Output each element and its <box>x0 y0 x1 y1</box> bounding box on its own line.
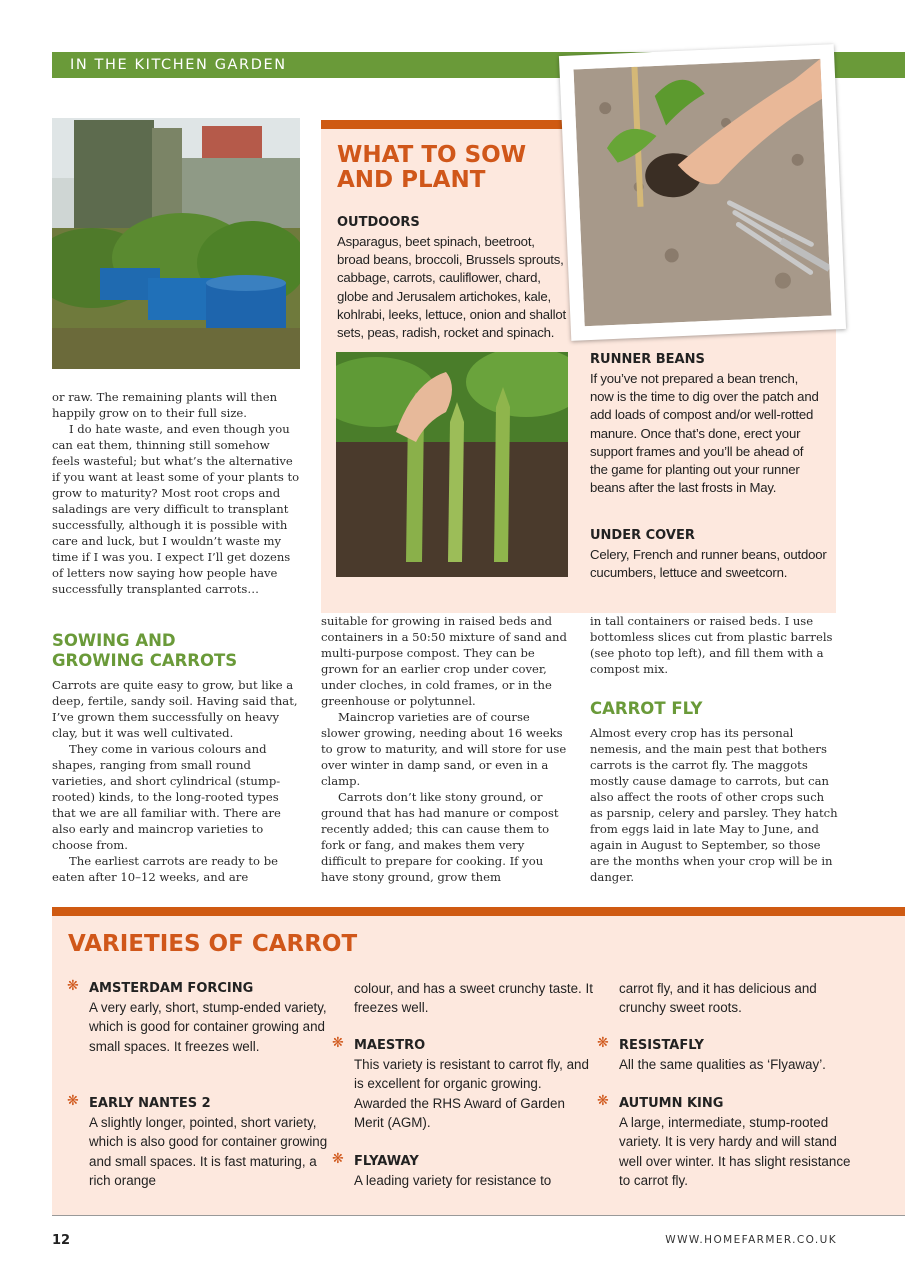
raised-barrels-illustration <box>52 118 300 369</box>
paragraph: Carrots don’t like stony ground, or ground that has had manure or compost recently added; this can cause them to fork or fang, and makes them very difficult to prepare for cooking. If you have stony ground, grow them <box>321 790 559 884</box>
variety-item <box>597 1093 859 1190</box>
variety-desc: colour, and has a sweet crunchy taste. It freezes well. <box>354 981 593 1016</box>
website-link[interactable]: WWW.HOMEFARMER.CO.UK <box>665 1234 837 1246</box>
variety-name: MAESTRO <box>354 1038 426 1053</box>
heading-sowing-growing-carrots <box>52 631 300 671</box>
column-2-text <box>321 613 569 885</box>
variety-item <box>67 978 329 1056</box>
under-cover-heading: UNDER COVER <box>590 528 695 543</box>
asterisk-icon: ❋ <box>597 1035 609 1051</box>
asterisk-icon: ❋ <box>67 1093 79 1109</box>
outdoors-heading: OUTDOORS <box>337 215 420 230</box>
runner-beans-heading: RUNNER BEANS <box>590 352 705 367</box>
photo-raised-barrels <box>52 118 300 369</box>
what-to-sow-accent-bar <box>321 120 567 129</box>
column-1-text-bottom <box>52 677 300 885</box>
runner-beans-body: If you’ve not prepared a bean trench, now is the time to dig over the patch and add loads of compost and/or well-rotted manure. Once that’s done, erect your support frames and you’ll be ahead of the game for planting out your runner beans after the last frosts in May. <box>590 371 819 496</box>
asterisk-icon: ❋ <box>332 1035 344 1051</box>
what-to-sow-title <box>337 143 567 193</box>
heading-line: GROWING CARROTS <box>52 651 238 670</box>
column-3-text-bottom <box>590 725 838 885</box>
variety-desc: carrot fly, and it has delicious and crunchy sweet roots. <box>619 981 817 1016</box>
paragraph: Almost every crop has its personal nemesis, and the main pest that bothers carrots is the carrot fly. The maggots mostly cause damage to carrots, but can also affect the roots of other crops such as parsnip, celery and parsley. They hatch from eggs laid in late May to June, and again in August to September, so those are the months when your crop will be in danger. <box>590 726 838 884</box>
variety-name: RESISTAFLY <box>619 1038 704 1053</box>
variety-desc: A slightly longer, pointed, short variety, which is also good for container growing and small spaces. It is fast maturing, a rich orange <box>89 1115 328 1188</box>
variety-desc: A very early, short, stump-ended variety, which is good for container growing and small spaces. It freezes well. <box>89 1000 327 1054</box>
outdoors-body: Asparagus, beet spinach, beetroot, broad beans, broccoli, Brussels sprouts, cabbage, carrots, cauliflower, chard, globe and Jerusalem artichokes, kale, kohlrabi, leeks, lettuce, onion and shallot sets, peas, radish, rocket and spinach. <box>337 234 566 341</box>
bean-planting-illustration <box>574 59 832 327</box>
paragraph: suitable for growing in raised beds and containers in a 50:50 mixture of sand and multi-purpose compost. They can be grown for an earlier crop under cover, under cloches, in cold frames, or in the greenhouse or polytunnel. <box>321 614 567 708</box>
paragraph: in tall containers or raised beds. I use bottomless slices cut from plastic barrels (see photo top left), and fill them with a compost mix. <box>590 614 833 676</box>
asparagus-illustration <box>336 352 568 577</box>
footer-divider <box>52 1215 905 1216</box>
asterisk-icon: ❋ <box>597 1093 609 1109</box>
paragraph: Carrots are quite easy to grow, but like a deep, fertile, sandy soil. Having said that, I’ve grown them successfully on heavy clay, but it was well cultivated. <box>52 678 298 740</box>
page-number: 12 <box>52 1233 71 1248</box>
paragraph: They come in various colours and shapes, ranging from small round varieties, and short cylindrical (stump-rooted) kinds, to the long-rooted types that we are all familiar with. There are also early and maincrop varieties to choose from. <box>52 742 281 852</box>
variety-name: FLYAWAY <box>354 1154 419 1169</box>
paragraph: The earliest carrots are ready to be eaten after 10–12 weeks, and are <box>52 854 278 884</box>
variety-name: EARLY NANTES 2 <box>89 1096 211 1111</box>
paragraph: I do hate waste, and even though you can eat them, thinning still somehow feels wasteful; but what’s the alternative if you want at least some of your plants to grow to maturity? Most root crops and saladings are very difficult to transplant successfully, although it is possible with care and luck, but I wouldn’t waste my time if I was you. I expect I’ll get dozens of letters now saying how people have successfully transplanted carrots… <box>52 422 300 596</box>
variety-item <box>67 1093 329 1190</box>
heading-line: SOWING AND <box>52 631 176 650</box>
variety-item <box>597 1035 859 1074</box>
variety-desc: All the same qualities as ‘Flyaway’. <box>619 1057 826 1072</box>
paragraph: Maincrop varieties are of course slower growing, needing about 16 weeks to grow to maturity, and will store for use over winter in damp sand, or even in a clamp. <box>321 710 567 788</box>
variety-name: AMSTERDAM FORCING <box>89 981 254 996</box>
variety-name: AUTUMN KING <box>619 1096 724 1111</box>
photo-asparagus <box>336 352 568 577</box>
variety-item <box>332 1151 594 1190</box>
paragraph: or raw. The remaining plants will then happily grow on to their full size. <box>52 390 278 420</box>
variety-item <box>332 1035 594 1132</box>
column-1-text-top <box>52 389 300 597</box>
varieties-title: VARIETIES OF CARROT <box>68 931 358 957</box>
column-3-text-top <box>590 613 838 677</box>
variety-desc: This variety is resistant to carrot fly, and is excellent for organic growing. Awarded the RHS Award of Garden Merit (AGM). <box>354 1057 589 1130</box>
variety-desc: A large, intermediate, stump-rooted variety. It is very hardy and will stand well over winter. It has slight resistance to carrot fly. <box>619 1115 851 1188</box>
title-line: WHAT TO SOW <box>337 142 527 168</box>
photo-bean-planting <box>559 44 846 341</box>
asterisk-icon: ❋ <box>332 1151 344 1167</box>
varieties-accent-bar <box>52 907 905 916</box>
variety-item-continued <box>619 979 859 1018</box>
section-banner: IN THE KITCHEN GARDEN <box>52 52 905 78</box>
title-line: AND PLANT <box>337 167 486 193</box>
asterisk-icon: ❋ <box>67 978 79 994</box>
variety-desc: A leading variety for resistance to <box>354 1173 552 1188</box>
variety-item-continued <box>354 979 594 1018</box>
heading-carrot-fly: CARROT FLY <box>590 699 703 718</box>
under-cover-body: Celery, French and runner beans, outdoor cucumbers, lettuce and sweetcorn. <box>590 547 827 581</box>
